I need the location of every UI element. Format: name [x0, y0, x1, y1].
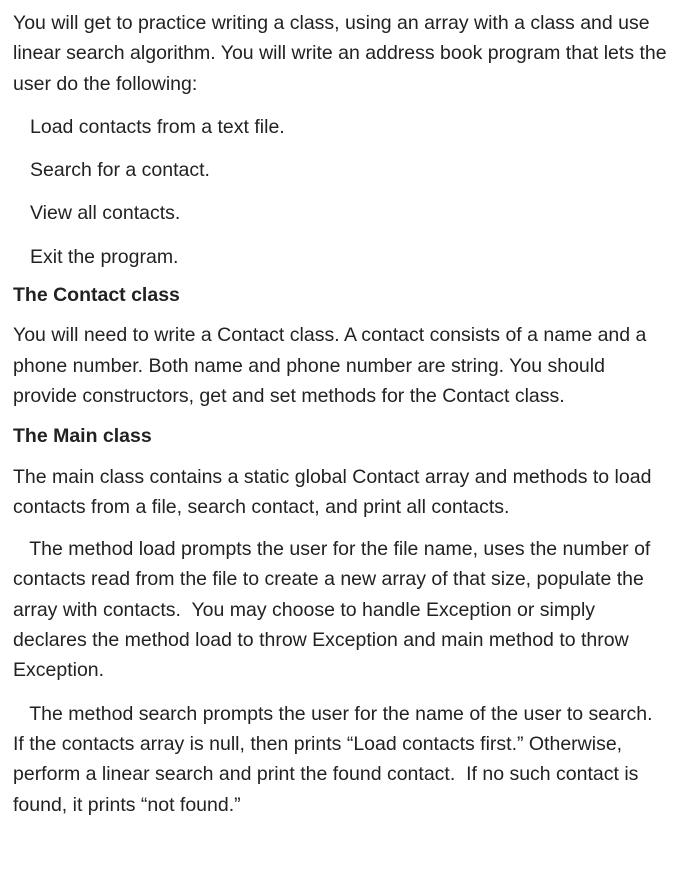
- search-method-paragraph: The method search prompts the user for the name of the user to search. If the contacts array is null, then prints “Load contacts first.” Otherwise, perform a linear search and print the found contact. If no such contact is found, it prints “not found.”: [13, 702, 664, 816]
- main-class-paragraph: The main class contains a static global Contact array and methods to load contacts from a file, search contact, and print all contacts.: [13, 465, 652, 518]
- load-method-paragraph: The method load prompts the user for the file name, uses the number of contacts read from the file to create a new array of that size, populate the array with contacts. You may choose to handle Exception or simply declares the method load to throw Exception and main method to throw Exception.: [13, 538, 656, 682]
- feature-item-search: Search for a contact.: [30, 159, 210, 182]
- feature-item-view: View all contacts.: [30, 202, 181, 225]
- contact-class-heading: The Contact class: [13, 284, 180, 307]
- contact-class-paragraph: You will need to write a Contact class. A contact consists of a name and a phone number. Both name and phone number are string. You should provide constructors, get and set methods for the Contact class.: [13, 324, 647, 407]
- main-class-heading: The Main class: [13, 425, 152, 448]
- intro-paragraph: You will get to practice writing a class, using an array with a class and use linear search algorithm. You will write an address book program that lets the user do the following:: [13, 12, 667, 95]
- feature-item-exit: Exit the program.: [30, 245, 179, 268]
- feature-item-load: Load contacts from a text file.: [30, 115, 285, 138]
- feature-list: [13, 112, 682, 272]
